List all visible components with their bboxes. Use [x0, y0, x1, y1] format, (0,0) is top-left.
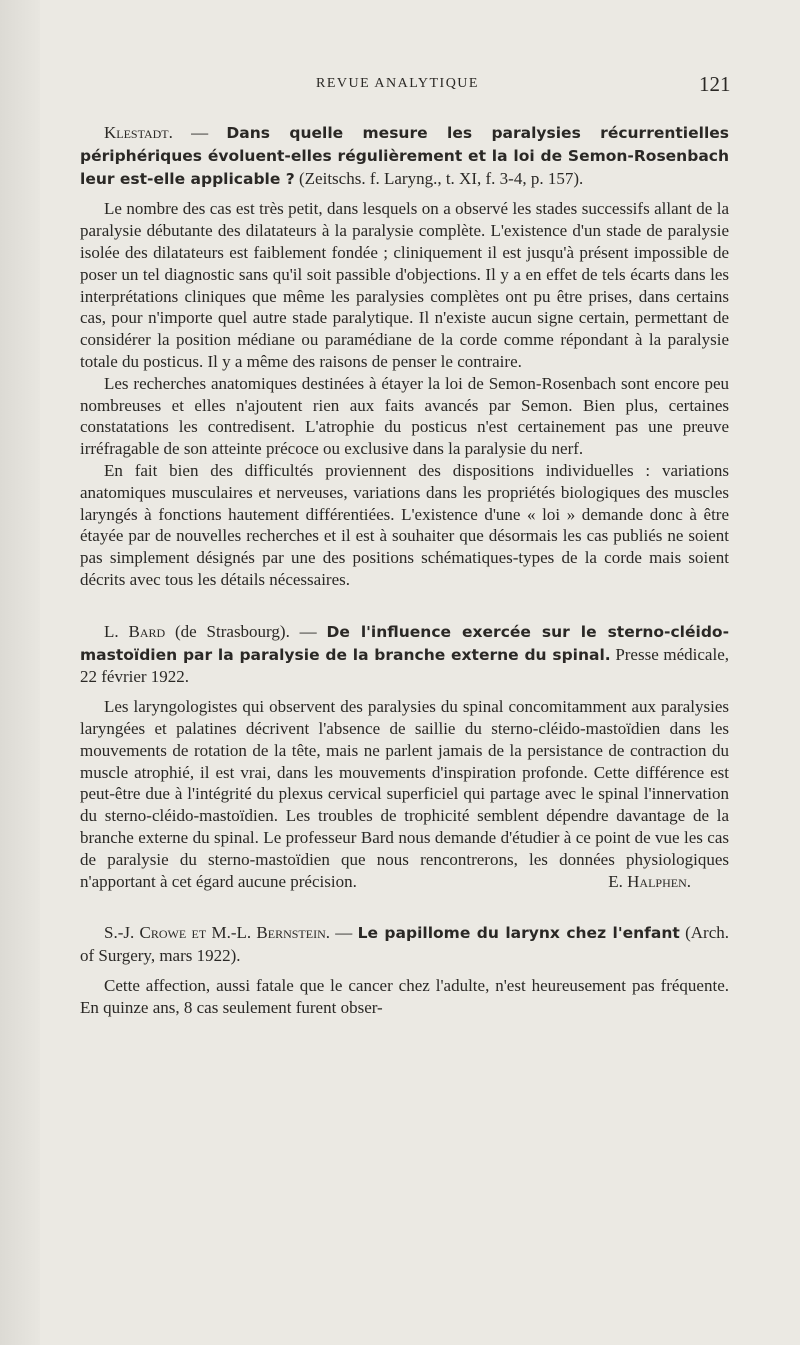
entry-2-citation: Presse médicale, 22 février 1922. — [80, 644, 729, 687]
entry-1-author: Klestadt. — [104, 123, 173, 142]
entry-1-paragraph-2: Les recherches anatomiques destinées à étayer la loi de Semon-Rosenbach sont encore peu nombreuses et elles n'ajoutent rien aux faits avancés par Semon. Bien plus, certaines constatations les contredisent. L'atrophie du posticus n'est certainement pas une preuve irréfragable de son atteinte précoce ou exclusive dans la paralysie du nerf. — [80, 373, 729, 459]
entry-3-title: Le papillome du larynx chez l'enfant — [357, 924, 680, 943]
entry-2-author: Bard — [128, 621, 166, 641]
page-gutter — [0, 0, 40, 1345]
entry-3-heading — [80, 922, 729, 967]
entry-1-title: Dans quelle mesure les paralysies récurrentielles périphériques évoluent-elles régulièrement et la loi de Semon-Rosenbach leur est-elle applicable ? — [80, 124, 729, 188]
entry-2-signature — [584, 871, 691, 893]
entry-3-authors: S.-J. Crowe et M.-L. Bernstein. — [104, 923, 330, 943]
entry-2-paragraph-1 — [80, 696, 729, 892]
entry-2-author-initial: L. — [104, 621, 129, 641]
entry-3-citation: (Arch. of Surgery, mars 1922). — [80, 923, 729, 966]
entry-3-paragraph-1: Cette affection, aussi fatale que le cancer chez l'adulte, n'est heureusement pas fréquente. En quinze ans, 8 cas seulement furent obser- — [80, 975, 729, 1017]
running-head: REVUE ANALYTIQUE — [316, 76, 479, 91]
entry-1-dash: — — [172, 123, 227, 142]
entry-2-paragraph-1-text: Les laryngologistes qui observent des paralysies du spinal concomitamment aux paralysies laryngées et palatines décrivent l'absence de saillie du sterno-cléido-mastoïdien dans les mouvements de rotation de la tête, mais ne parlent jamais de la persistance de contraction du muscle atrophié, il est vrai, dans les mouvements d'inspiration profonde. Cette différence est peut-être due à l'intégrité du plexus cervical superficiel qui partage avec le spinal l'innervation du sterno-cléido-mastoïdien. Les troubles de trophicité semblent dépendre davantage de la branche externe du spinal. Le professeur Bard nous demande d'étudier à ce point de vue les cas de paralysie du sterno-mastoïdien que nous rencontrerons, les données physiologiques n'apportant à cet égard aucune précision. — [80, 697, 729, 891]
page-body — [80, 122, 729, 1018]
entry-3-dash: — — [330, 923, 358, 943]
entry-1-paragraph-1: Le nombre des cas est très petit, dans lesquels on a observé les stades successifs allant de la paralysie débutante des dilatateurs à la paralysie complète. L'existence d'un stade de paralysie isolée des dilatateurs est faiblement fondée ; cliniquement il est jusqu'à présent impossible de poser un tel diagnostic sans qu'il soit passible d'objections. Il y a en effet de tels écarts dans les interprétations cliniques que même les paralysies complètes ont pu être prises, dans certains cas, pour n'importe quel autre stade paralytique. Il n'existe aucun signe certain, permettant de considérer la position médiane ou paramédiane de la corde comme répondant à la paralysie totale du posticus. Il y a même des raisons de penser le contraire. — [80, 199, 729, 371]
entry-2-title: De l'influence exercée sur le sterno-cléido-mastoïdien par la paralysie de la branche externe du spinal. — [80, 622, 729, 664]
entry-2-signature-name: E. Halphen. — [608, 871, 691, 891]
entry-1-citation: (Zeitschs. f. Laryng., t. XI, f. 3-4, p. 157). — [294, 168, 584, 188]
page-number: 121 — [699, 72, 731, 96]
page-header — [0, 74, 800, 98]
entry-2-origin: (de Strasbourg). — — [165, 621, 327, 641]
entry-1-heading — [80, 122, 729, 190]
entry-1-paragraph-3: En fait bien des difficultés proviennent des dispositions individuelles : variations anatomiques musculaires et nerveuses, variations dans les propriétés biologiques des muscles laryngés à fonctions hautement différentiées. L'existence d'une « loi » demande donc à être étayée par de nouvelles recherches et il est à souhaiter que désormais les cas publiés ne soient pas simplement désignés par une des positions schématiques-types de la corde mais soient décrits avec tous les détails nécessaires. — [80, 460, 729, 589]
entry-2-heading — [80, 621, 729, 688]
